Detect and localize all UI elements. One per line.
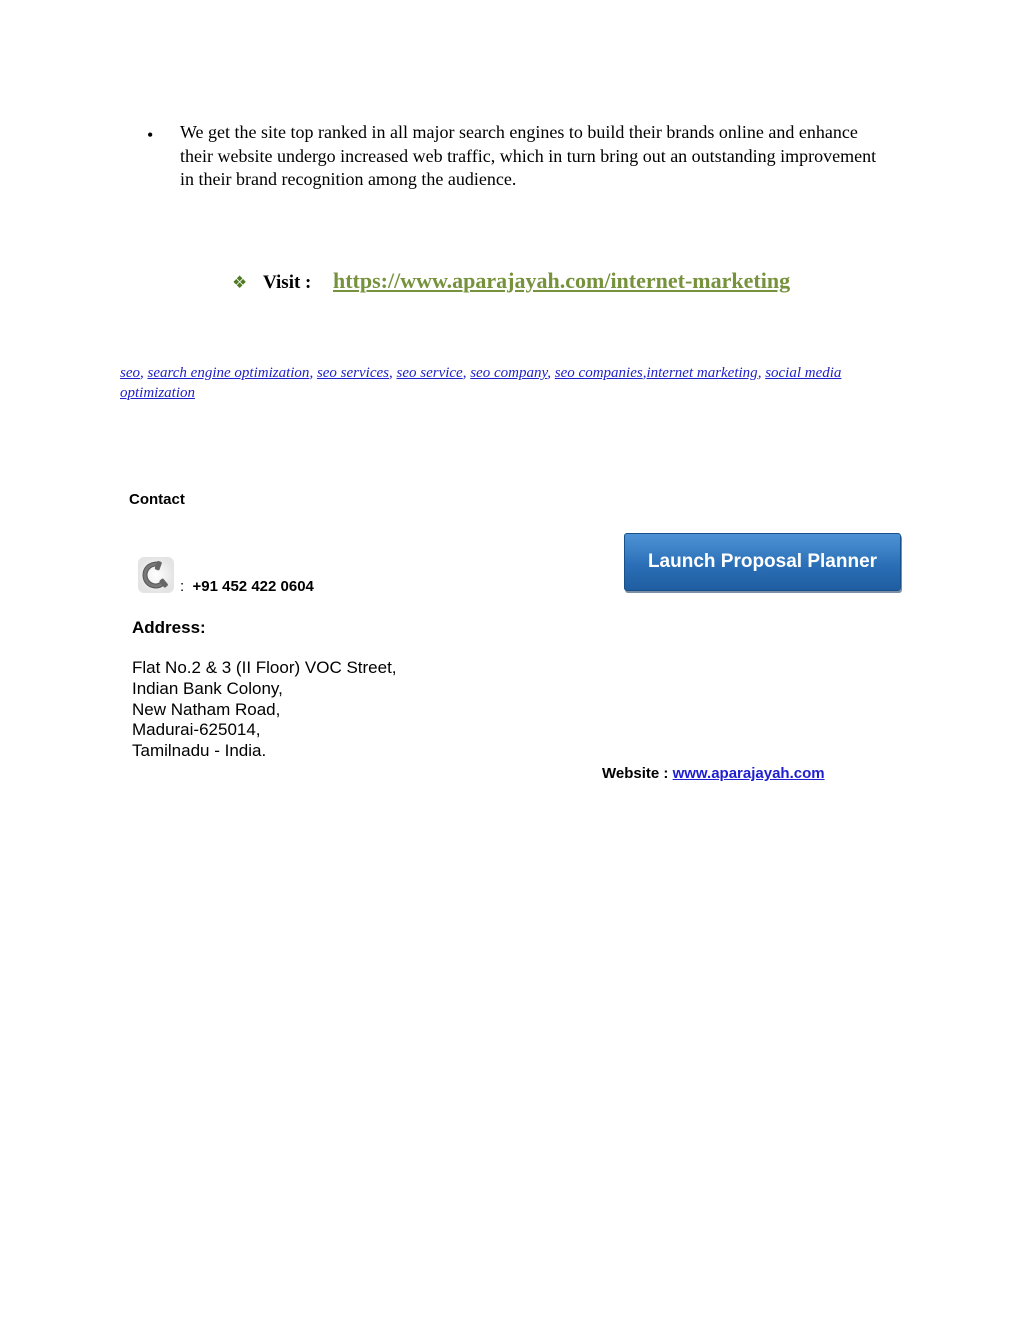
visit-url-link[interactable]: https://www.aparajayah.com/internet-marketing [333,268,791,293]
keyword-link-seo-service[interactable]: seo service [396,365,463,381]
bullet-symbol: • [147,125,154,145]
phone-separator: : [180,578,185,595]
bullet-paragraph: We get the site top ranked in all major search engines to build their brands online and enhance their website undergo increased web traffic, which in turn bring out an outstanding improvement in their brand recognition among the audience. [180,122,877,189]
keyword-links: seo, search engine optimization, seo services, seo service, seo company, seo companies,internet marketing, social media optimization [120,365,842,401]
keyword-link-seo-services[interactable]: seo services [316,365,389,381]
address-line: Flat No.2 & 3 (II Floor) VOC Street, [132,658,397,677]
launch-proposal-planner-button[interactable]: Launch Proposal Planner [624,533,901,591]
keyword-link-search-engine-optimization[interactable]: search engine optimization [147,365,310,381]
keyword-link-internet-marketing[interactable]: internet marketing [646,365,758,381]
address-block [132,658,397,762]
phone-number: +91 452 422 0604 [192,578,314,595]
contact-heading: Contact [129,491,185,508]
phone-row [180,577,314,597]
address-heading: Address: [132,618,206,637]
keyword-link-seo-company[interactable]: seo company [470,365,548,381]
address-line: New Natham Road, [132,699,281,719]
keyword-link-seo[interactable]: seo [120,365,140,381]
address-line: Madurai-625014, [132,720,261,740]
keyword-link-social-media-optimization[interactable]: social media optimization [120,365,842,401]
website-link[interactable]: www.aparajayah.com [672,765,825,782]
phone-icon [136,555,176,595]
address-line: Indian Bank Colony, [132,678,283,698]
keyword-link-seo-companies[interactable]: seo companies [554,365,643,381]
website-label: Website : [602,765,669,782]
address-line: Tamilnadu - India. [132,741,267,761]
diamond-bullet-icon: ❖ [232,273,248,292]
visit-label: Visit : [263,272,312,293]
website-row [602,764,825,784]
